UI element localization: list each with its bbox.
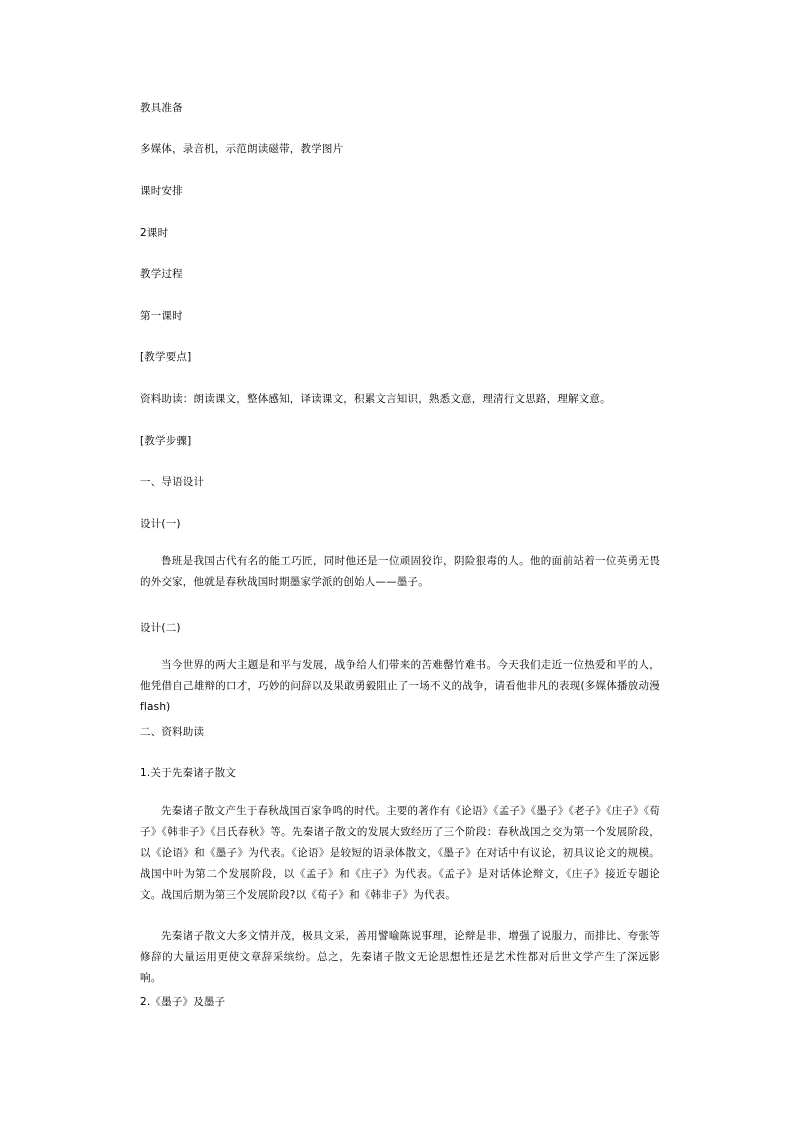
heading-key-points: [教学要点] bbox=[140, 351, 192, 363]
heading-first-lesson: 第一课时 bbox=[140, 310, 183, 322]
subheading-pre-qin-prose: 1.关于先秦诸子散文 bbox=[140, 767, 237, 779]
heading-steps: [教学步骤] bbox=[140, 435, 192, 447]
design-two-label: 设计(二) bbox=[140, 622, 181, 634]
subheading-mozi: 2.《墨子》及墨子 bbox=[140, 996, 226, 1008]
section-intro-design: 一、导语设计 bbox=[140, 476, 205, 488]
section-reading-materials: 二、资料助读 bbox=[140, 726, 205, 738]
design-two-paragraph: 当今世界的两大主题是和平与发展，战争给人们带来的苦难罄竹难书。今天我们走近一位热爱和平的人，他凭借自己雄辩的口才，巧妙的问辞以及果敢勇毅阻止了一场不义的战争，请看他非凡的表现(多媒体播放动漫flash) bbox=[140, 659, 660, 713]
pre-qin-prose-summary: 先秦诸子散文大多文情并茂，极具文采，善用譬喻陈说事理，论辩是非，增强了说服力，而排比、夸张等修辞的大量运用更使文章辞采缤纷。总之，先秦诸子散文无论思想性还是艺术性都对后世文学产生了深远影响。 bbox=[140, 930, 660, 984]
key-points-text: 资料助读：朗读课文，整体感知，译读课文，积累文言知识，熟悉文意，理清行文思路，理解文意。 bbox=[140, 393, 611, 405]
design-one-label: 设计(一) bbox=[140, 518, 181, 530]
schedule-value: 2课时 bbox=[140, 227, 169, 239]
heading-schedule: 课时安排 bbox=[140, 185, 183, 197]
heading-teaching-aids: 教具准备 bbox=[140, 102, 183, 114]
teaching-aids-list: 多媒体，录音机，示范朗读磁带，教学图片 bbox=[140, 143, 344, 155]
pre-qin-prose-paragraph: 先秦诸子散文产生于春秋战国百家争鸣的时代。主要的著作有《论语》《孟子》《墨子》《老子》《庄子》《荀子》《韩非子》《吕氏春秋》等。先秦诸子散文的发展大致经历了三个阶段：春秋战国之交为第一个发展阶段，以《论语》和《墨子》为代表。《论语》是较短的语录体散文，《墨子》在对话中有议论，初具议论文的规模。战国中叶为第二个发展阶段，以《孟子》和《庄子》为代表。《孟子》是对话体论辩文，《庄子》接近专题论文。战国后期为第三个发展阶段?以《荀子》和《韩非子》为代表。 bbox=[140, 805, 660, 901]
design-one-paragraph: 鲁班是我国古代有名的能工巧匠，同时他还是一位顽固狡诈，阴险狠毒的人。他的面前站着一位英勇无畏的外交家，他就是春秋战国时期墨家学派的创始人——墨子。 bbox=[140, 555, 660, 588]
heading-process: 教学过程 bbox=[140, 268, 183, 280]
